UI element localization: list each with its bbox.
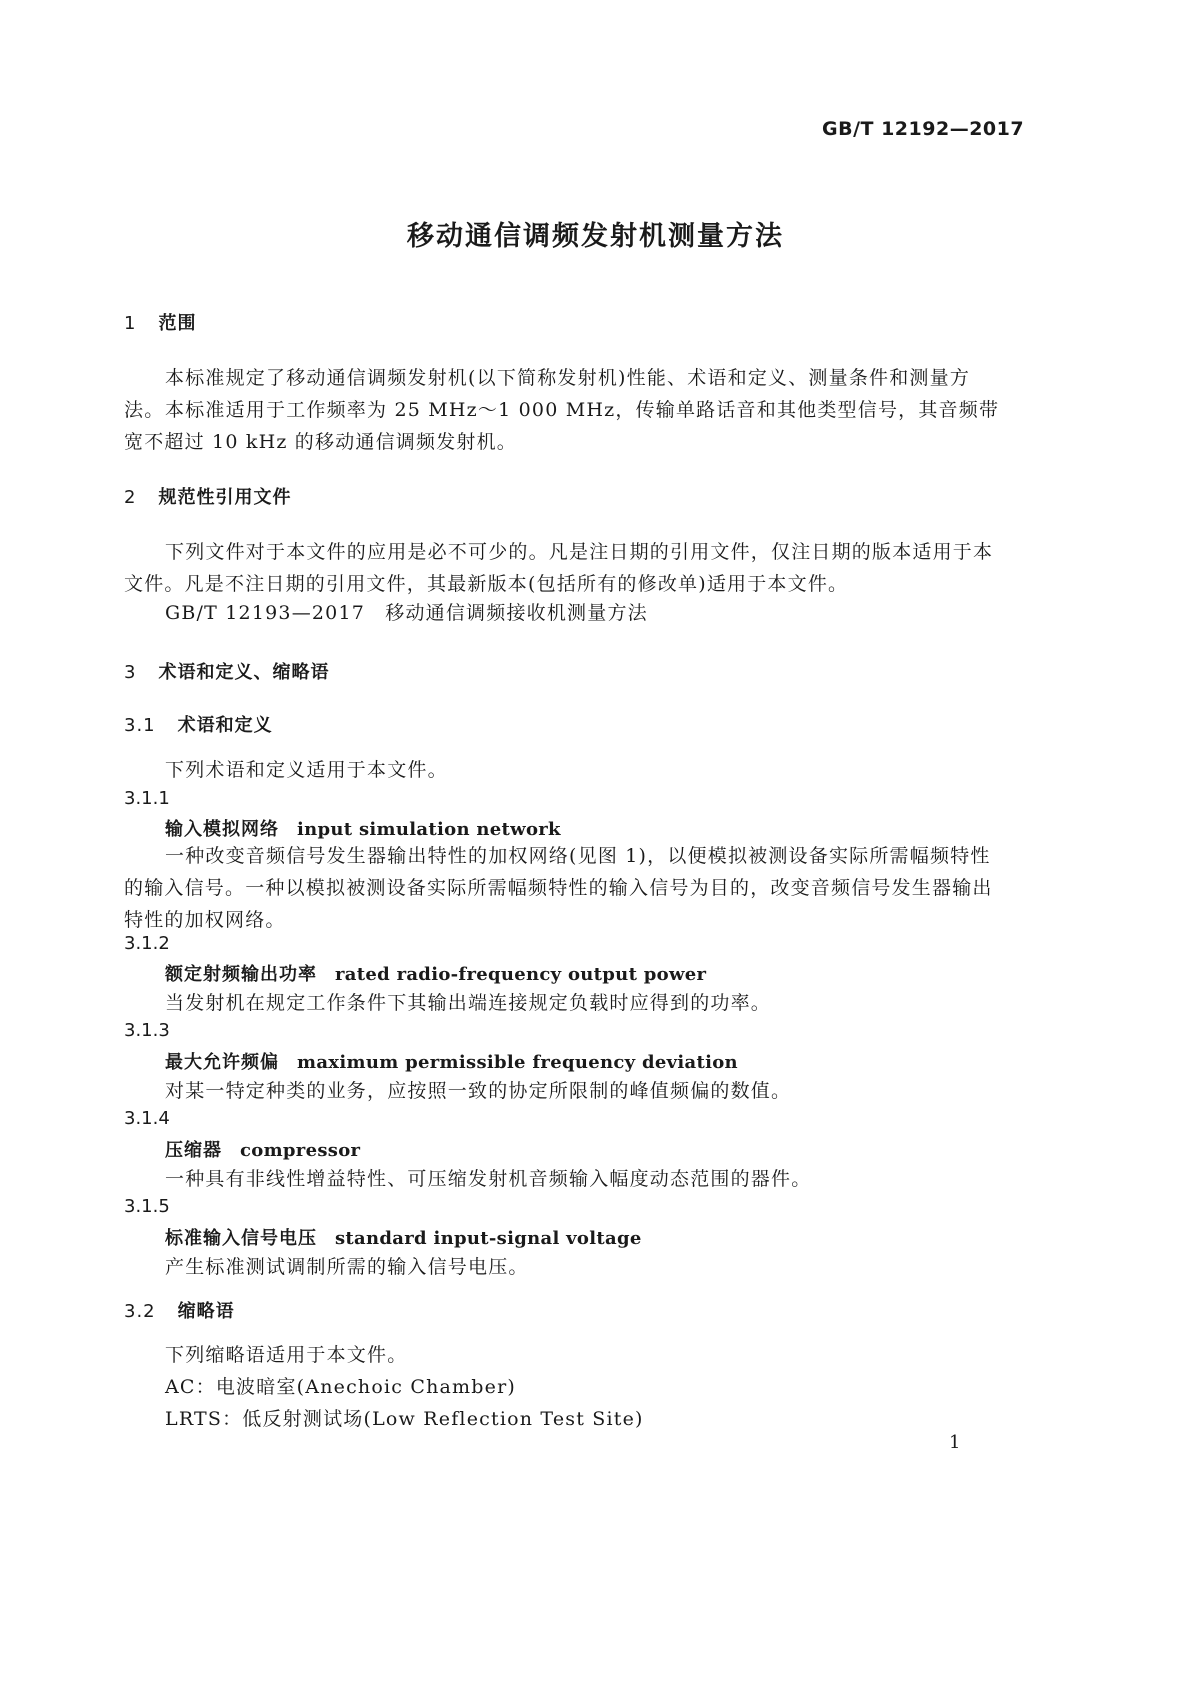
- page-number: 1: [949, 1432, 961, 1453]
- section-title: 术语和定义: [177, 715, 273, 736]
- term-heading: [165, 1136, 360, 1162]
- section-title: 规范性引用文件: [158, 487, 292, 508]
- section-number: 1: [124, 313, 137, 334]
- term-en: compressor: [240, 1140, 361, 1161]
- terms-intro: 下列术语和定义适用于本文件。: [165, 759, 448, 781]
- term-en: input simulation network: [297, 819, 561, 840]
- standard-number: GB/T 12192—2017: [822, 118, 1025, 140]
- term-number: 3.1.3: [124, 1020, 170, 1041]
- term-heading: [165, 1048, 738, 1074]
- term-heading: [165, 960, 706, 986]
- term-definition: 当发射机在规定工作条件下其输出端连接规定负载时应得到的功率。: [165, 992, 772, 1014]
- term-en: maximum permissible frequency deviation: [297, 1052, 738, 1073]
- abbreviation-item: LRTS：低反射测试场(Low Reflection Test Site): [165, 1408, 644, 1430]
- term-en: standard input-signal voltage: [335, 1228, 642, 1249]
- abbreviations-intro: 下列缩略语适用于本文件。: [165, 1344, 408, 1366]
- section-1-heading: [124, 309, 196, 335]
- term-zh: 最大允许频偏: [165, 1052, 279, 1073]
- term-number: 3.1.5: [124, 1196, 170, 1217]
- section-title: 范围: [158, 313, 197, 334]
- term-definition: 产生标准测试调制所需的输入信号电压。: [165, 1256, 529, 1278]
- term-zh: 输入模拟网络: [165, 819, 279, 840]
- term-definition: 一种具有非线性增益特性、可压缩发射机音频输入幅度动态范围的器件。: [165, 1168, 812, 1190]
- section-title: 术语和定义、缩略语: [158, 662, 330, 683]
- reference-item: GB/T 12193—2017 移动通信调频接收机测量方法: [165, 602, 648, 624]
- term-zh: 标准输入信号电压: [165, 1228, 317, 1249]
- section-title: 缩略语: [177, 1301, 235, 1322]
- scope-paragraph-2: 本标准适用于工作频率为 25 MHz～1 000 MHz，传输单路话音和其他类型信号，其音频带宽不超过 10 kHz 的移动通信调频发射机。: [124, 399, 1000, 453]
- term-definition: 一种改变音频信号发生器输出特性的加权网络(见图 1)，以便模拟被测设备实际所需幅频特性的输入信号。一种以模拟被测设备实际所需幅频特性的输入信号为目的，改变音频信号发生器输出特性的加权网络。: [124, 845, 993, 931]
- section-2-heading: [124, 483, 291, 509]
- term-number: 3.1.4: [124, 1108, 170, 1129]
- term-number: 3.1.1: [124, 788, 170, 809]
- term-heading: [165, 1224, 642, 1250]
- normative-references-paragraph: 下列文件对于本文件的应用是必不可少的。凡是注日期的引用文件，仅注日期的版本适用于本文件。凡是不注日期的引用文件，其最新版本(包括所有的修改单)适用于本文件。: [124, 541, 994, 595]
- section-number: 3.2: [124, 1301, 156, 1322]
- section-3-2-heading: [124, 1297, 235, 1323]
- section-3-1-heading: [124, 711, 273, 737]
- section-number: 2: [124, 487, 137, 508]
- document-title: 移动通信调频发射机测量方法: [407, 221, 784, 252]
- section-number: 3.1: [124, 715, 156, 736]
- term-zh: 额定射频输出功率: [165, 964, 317, 985]
- term-zh: 压缩器: [165, 1140, 222, 1161]
- section-3-heading: [124, 658, 329, 684]
- scope-paragraph-1: 本标准规定了移动通信调频发射机(以下简称发射机)性能、术语和定义、测量条件和测量方法。: [124, 367, 971, 421]
- term-definition: 对某一特定种类的业务，应按照一致的协定所限制的峰值频偏的数值。: [165, 1080, 792, 1102]
- term-heading: [165, 815, 561, 841]
- term-number: 3.1.2: [124, 933, 170, 954]
- abbreviation-item: AC：电波暗室(Anechoic Chamber): [165, 1376, 516, 1398]
- term-en: rated radio-frequency output power: [335, 964, 707, 985]
- section-number: 3: [124, 662, 137, 683]
